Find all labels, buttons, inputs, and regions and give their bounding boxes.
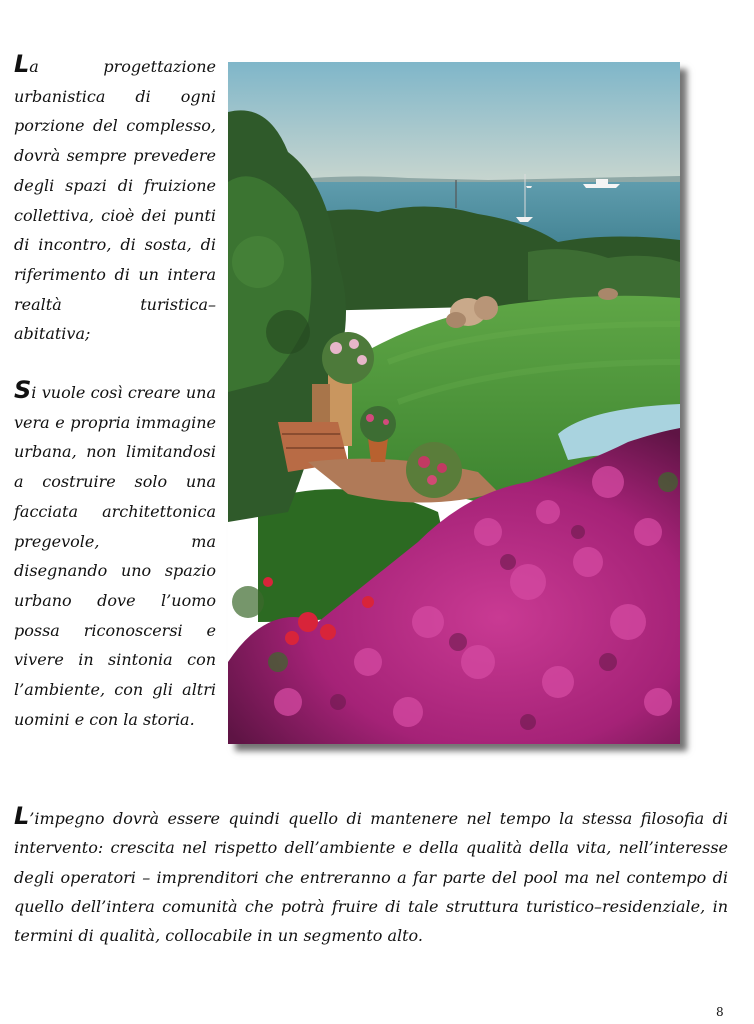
left-text-column	[14, 52, 216, 734]
paragraph-text: a progettazione urbanistica di ogni porzione del complesso, dovrà sempre prevedere degli spazi di fruizione collettiva, cioè dei punti di incontro, di sosta, di riferimento di un intera realtà turistica–abitativa;	[14, 57, 216, 344]
photo-illustration	[228, 62, 680, 744]
paragraph-text: ’impegno dovrà essere quindi quello di mantenere nel tempo la stessa filosofia di intervento: crescita nel rispetto dell’ambiente e della qualità della vita, nell’interesse degli operatori – imprenditori che entreranno a far parte del pool ma nel contempo di quello dell’intera comunità che potrà fruire di tale struttura turistico–residenziale, in termini di qualità, collocabile in un segmento alto.	[14, 809, 728, 946]
paragraph-urban-planning	[14, 52, 216, 349]
garden-seaview-photo	[228, 62, 680, 744]
paragraph-text: i vuole così creare una vera e propria immagine urbana, non limitandosi a costruire solo una facciata architettonica pregevole, ma disegnando uno spazio urbano dove l’uomo possa riconoscersi e vivere in sintonia con l’ambiente, con gli altri uomini e con la storia.	[14, 383, 216, 729]
paragraph-urban-image	[14, 378, 216, 734]
drop-cap: L	[14, 802, 30, 830]
page-number: 8	[716, 1005, 724, 1019]
paragraph-commitment	[14, 804, 728, 950]
drop-cap: L	[14, 50, 30, 78]
bottom-text-block	[14, 804, 728, 950]
drop-cap: S	[14, 376, 32, 405]
